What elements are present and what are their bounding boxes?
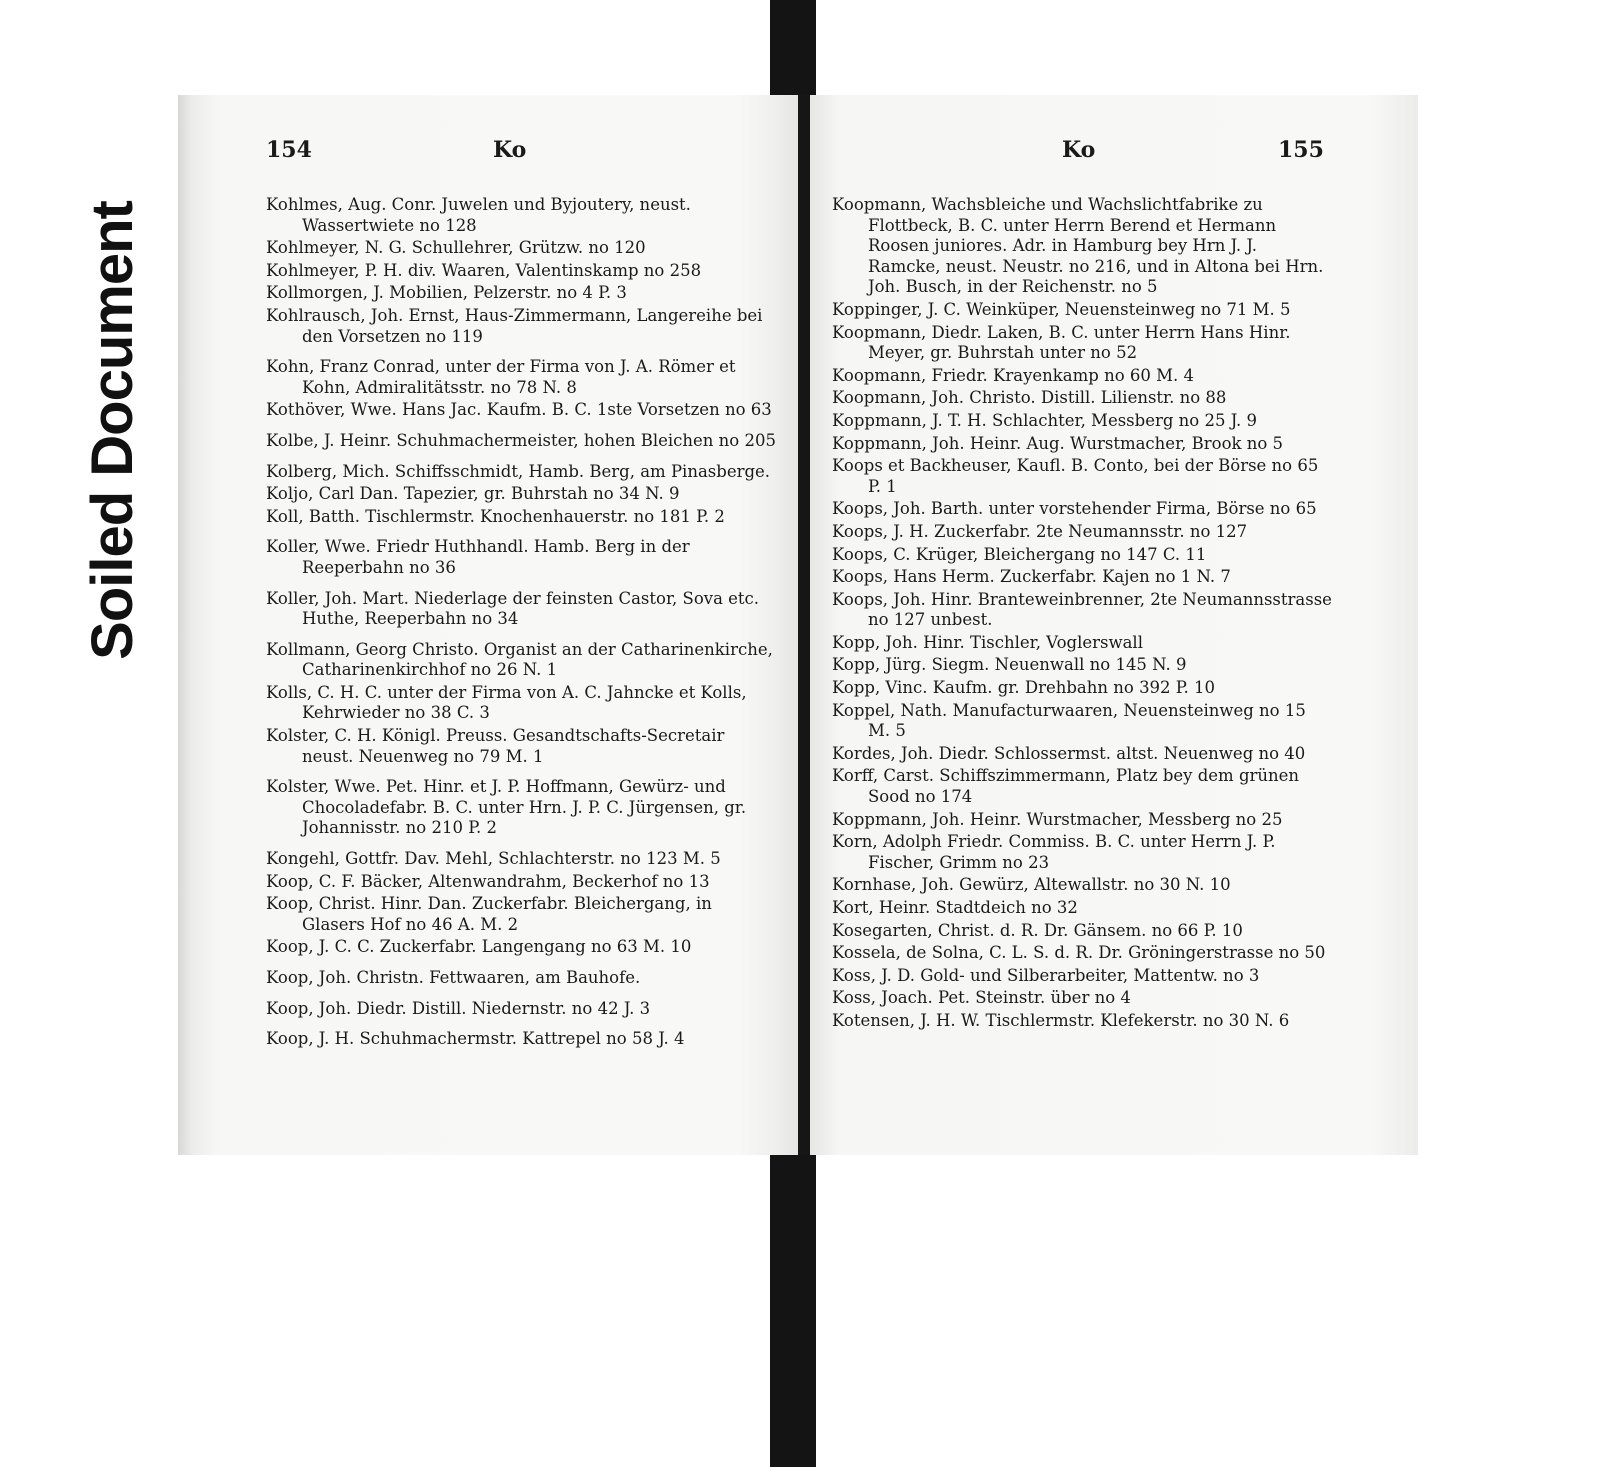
directory-entry: Kollmann, Georg Christo. Organist an der Catharinenkirche, Catharinenkirchhof no 26 N. 1 xyxy=(266,639,773,680)
directory-entry: Kohlrausch, Joh. Ernst, Haus-Zimmermann, Langereihe bei den Vorsetzen no 119 xyxy=(266,305,763,346)
directory-entry: Koops et Backheuser, Kaufl. B. Conto, bei der Börse no 65 P. 1 xyxy=(832,456,1319,496)
directory-entry: Kollmorgen, J. Mobilien, Pelzerstr. no 4 P. 3 xyxy=(266,283,627,303)
directory-entry: Koop, Joh. Diedr. Distill. Niedernstr. no 42 J. 3 xyxy=(266,998,651,1018)
directory-entry: Korn, Adolph Friedr. Commiss. B. C. unter Herrn J. P. Fischer, Grimm no 23 xyxy=(832,832,1276,872)
directory-entry: Kornhase, Joh. Gewürz, Altewallstr. no 30 N. 10 xyxy=(832,875,1231,895)
open-book xyxy=(178,95,1418,1155)
directory-entry: Kort, Heinr. Stadtdeich no 32 xyxy=(832,898,1078,917)
right-running-head: Ko xyxy=(1062,137,1096,163)
directory-entry: Korff, Carst. Schiffszimmermann, Platz bey dem grünen Sood no 174 xyxy=(832,766,1300,807)
directory-entry: Kopp, Vinc. Kaufm. gr. Drehbahn no 392 P. 10 xyxy=(832,678,1216,698)
directory-entry: Koop, J. H. Schuhmachermstr. Kattrepel no 58 J. 4 xyxy=(266,1029,685,1049)
directory-entry: Koops, C. Krüger, Bleichergang no 147 C. 11 xyxy=(832,544,1207,564)
directory-entry: Koss, Joach. Pet. Steinstr. über no 4 xyxy=(832,988,1131,1008)
directory-entry: Koller, Joh. Mart. Niederlage der feinsten Castor, Sova etc. Huthe, Reeperbahn no 34 xyxy=(266,588,760,629)
directory-entry: Koopmann, Wachsbleiche und Wachslichtfabrike zu Flottbeck, B. C. unter Herrn Berend et Hermann Roosen juniores. Adr. in Hamburg bey Hrn J. J. Ramcke, neust. Neustr. no 216, und in Altona bei Hrn. Joh. Busch, in der Reichenstr. no 5 xyxy=(832,195,1324,297)
directory-entry: Koss, J. D. Gold- und Silberarbeiter, Mattentw. no 3 xyxy=(832,965,1260,985)
directory-entry: Kolster, Wwe. Pet. Hinr. et J. P. Hoffmann, Gewürz- und Chocoladefabr. B. C. unter Hrn. J. P. C. Jürgensen, gr. Johannisstr. no 210 P. 2 xyxy=(266,777,747,838)
directory-entry: Kothöver, Wwe. Hans Jac. Kaufm. B. C. 1ste Vorsetzen no 63 xyxy=(266,400,772,420)
directory-entry: Kosegarten, Christ. d. R. Dr. Gänsem. no 66 P. 10 xyxy=(832,920,1243,940)
directory-entry: Koop, J. C. C. Zuckerfabr. Langengang no 63 M. 10 xyxy=(266,937,692,957)
directory-entry: Kopp, Jürg. Siegm. Neuenwall no 145 N. 9 xyxy=(832,655,1187,675)
directory-entry: Koop, C. F. Bäcker, Altenwandrahm, Beckerhof no 13 xyxy=(266,871,710,891)
directory-entry: Kopp, Joh. Hinr. Tischler, Voglerswall xyxy=(832,632,1143,652)
stamp-text: Soiled Document xyxy=(79,200,145,660)
directory-entry: Kossela, de Solna, C. L. S. d. R. Dr. Gröningerstrasse no 50 xyxy=(832,943,1326,963)
directory-entry: Koops, Joh. Hinr. Branteweinbrenner, 2te Neumannsstrasse no 127 unbest. xyxy=(832,589,1332,630)
directory-entry: Koopmann, Joh. Christo. Distill. Lilienstr. no 88 xyxy=(832,388,1227,408)
directory-entry: Koops, Joh. Barth. unter vorstehender Firma, Börse no 65 xyxy=(832,499,1317,519)
binding-strip-top xyxy=(770,0,816,100)
left-entry-list xyxy=(266,195,776,1052)
directory-entry: Kohlmes, Aug. Conr. Juwelen und Byjoutery, neust. Wassertwiete no 128 xyxy=(266,195,691,235)
directory-entry: Koops, Hans Herm. Zuckerfabr. Kajen no 1 N. 7 xyxy=(832,567,1231,587)
directory-entry: Koppmann, Joh. Heinr. Wurstmacher, Messberg no 25 xyxy=(832,809,1283,829)
directory-entry: Kolster, C. H. Königl. Preuss. Gesandtschafts-Secretair neust. Neuenweg no 79 M. 1 xyxy=(266,726,725,766)
directory-entry: Kohlmeyer, N. G. Schullehrer, Grützw. no 120 xyxy=(266,238,646,258)
directory-entry: Kohlmeyer, P. H. div. Waaren, Valentinskamp no 258 xyxy=(266,260,702,280)
directory-entry: Koppel, Nath. Manufacturwaaren, Neuensteinweg no 15 M. 5 xyxy=(832,700,1306,741)
directory-entry: Koll, Batth. Tischlermstr. Knochenhauerstr. no 181 P. 2 xyxy=(266,506,725,526)
left-running-head: Ko xyxy=(493,137,527,163)
directory-entry: Koopmann, Friedr. Krayenkamp no 60 M. 4 xyxy=(832,365,1195,385)
directory-entry: Kolberg, Mich. Schiffsschmidt, Hamb. Berg, am Pinasberge. xyxy=(266,461,771,481)
directory-entry: Koppmann, Joh. Heinr. Aug. Wurstmacher, Brook no 5 xyxy=(832,433,1284,453)
directory-entry: Koppmann, J. T. H. Schlachter, Messberg no 25 J. 9 xyxy=(832,410,1258,430)
directory-entry: Koop, Joh. Christn. Fettwaaren, am Bauhofe. xyxy=(266,968,641,987)
directory-entry: Koljo, Carl Dan. Tapezier, gr. Buhrstah no 34 N. 9 xyxy=(266,484,680,504)
right-page xyxy=(810,95,1418,1155)
binding-strip-bottom xyxy=(770,1155,816,1467)
left-page-number: 154 xyxy=(266,137,312,163)
directory-entry: Kolbe, J. Heinr. Schuhmachermeister, hohen Bleichen no 205 xyxy=(266,430,776,450)
directory-entry: Kohn, Franz Conrad, unter der Firma von J. A. Römer et Kohn, Admiralitätsstr. no 78 N. 8 xyxy=(266,357,736,397)
directory-entry: Koller, Wwe. Friedr Huthhandl. Hamb. Berg in der Reeperbahn no 36 xyxy=(266,537,690,577)
left-page xyxy=(178,95,803,1155)
right-entry-list xyxy=(832,195,1332,1034)
right-page-number: 155 xyxy=(1278,137,1324,163)
directory-entry: Kongehl, Gottfr. Dav. Mehl, Schlachterstr. no 123 M. 5 xyxy=(266,849,721,869)
directory-entry: Koops, J. H. Zuckerfabr. 2te Neumannsstr. no 127 xyxy=(832,521,1248,541)
directory-entry: Kordes, Joh. Diedr. Schlossermst. altst. Neuenweg no 40 xyxy=(832,743,1306,763)
directory-entry: Koopmann, Diedr. Laken, B. C. unter Herrn Hans Hinr. Meyer, gr. Buhrstah unter no 52 xyxy=(832,322,1291,363)
directory-entry: Kolls, C. H. C. unter der Firma von A. C. Jahncke et Kolls, Kehrwieder no 38 C. 3 xyxy=(266,682,747,723)
soiled-document-stamp xyxy=(68,160,156,700)
directory-entry: Koop, Christ. Hinr. Dan. Zuckerfabr. Bleichergang, in Glasers Hof no 46 A. M. 2 xyxy=(266,894,712,934)
directory-entry: Kotensen, J. H. W. Tischlermstr. Klefekerstr. no 30 N. 6 xyxy=(832,1010,1290,1030)
directory-entry: Koppinger, J. C. Weinküper, Neuensteinweg no 71 M. 5 xyxy=(832,299,1291,319)
